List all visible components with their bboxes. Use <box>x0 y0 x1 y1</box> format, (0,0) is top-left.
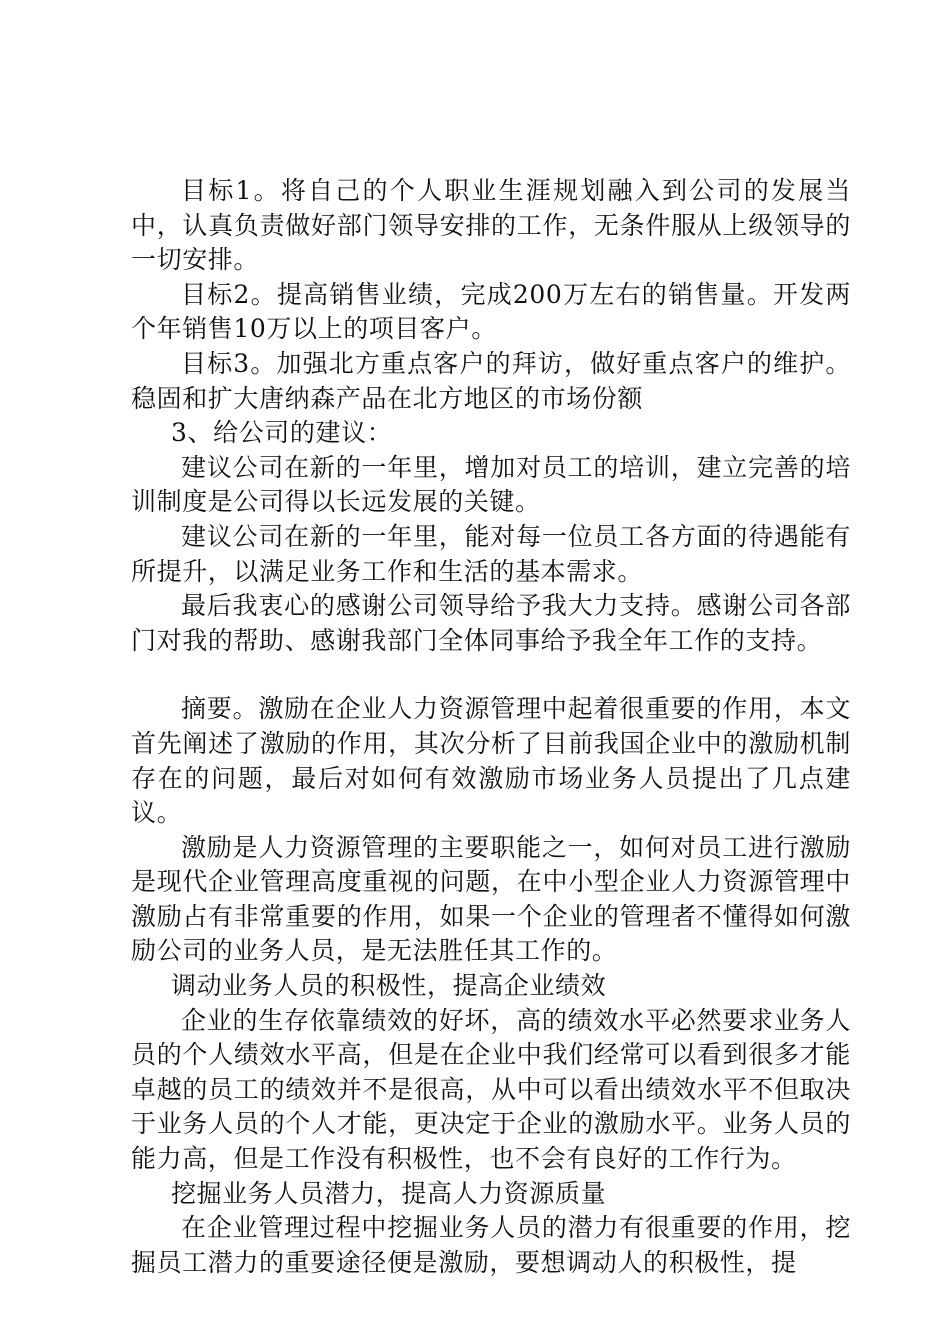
performance-paragraph: 企业的生存依靠绩效的好坏，高的绩效水平必然要求业务人员的个人绩效水平高，但是在企业中我们经常可以看到很多才能卓越的员工的绩效并不是很高，从中可以看出绩效水平不但取决于业务人员的个人才能，更决定于企业的激励水平。业务人员的能力高，但是工作没有积极性，也不会有良好的工作行为。 <box>131 1005 851 1174</box>
subheading-enthusiasm: 调动业务人员的积极性，提高企业绩效 <box>171 971 607 1001</box>
abstract-paragraph: 摘要。激励在企业人力资源管理中起着很重要的作用，本文首先阐述了激励的作用，其次分析了目前我国企业中的激励机制存在的问题，最后对如何有效激励市场业务人员提出了几点建议。 <box>131 694 851 828</box>
potential-paragraph: 在企业管理过程中挖掘业务人员的潜力有很重要的作用，挖掘员工潜力的重要途径便是激励，要想调动人的积极性，提 <box>131 1213 851 1277</box>
goal-3-paragraph: 目标3。加强北方重点客户的拜访，做好重点客户的维护。稳固和扩大唐纳森产品在北方地区的市场份额 <box>131 348 851 413</box>
goal-2-paragraph: 目标2。提高销售业绩，完成200万左右的销售量。开发两个年销售10万以上的项目客户。 <box>131 279 851 344</box>
suggestion-benefits-paragraph: 建议公司在新的一年里，能对每一位员工各方面的待遇能有所提升，以满足业务工作和生活的基本需求。 <box>131 521 851 586</box>
suggestions-heading: 3、给公司的建议： <box>171 418 393 448</box>
section-gap <box>131 658 851 692</box>
subheading-potential: 挖掘业务人员潜力，提高人力资源质量 <box>171 1178 607 1208</box>
motivation-intro-paragraph: 激励是人力资源管理的主要职能之一，如何对员工进行激励是现代企业管理高度重视的问题，在中小型企业人力资源管理中激励占有非常重要的作用，如果一个企业的管理者不懂得如何激励公司的业务人员，是无法胜任其工作的。 <box>131 832 851 966</box>
goal-1-paragraph: 目标1。将自己的个人职业生涯规划融入到公司的发展当中，认真负责做好部门领导安排的工作，无条件服从上级领导的一切安排。 <box>131 176 851 275</box>
suggestion-training-paragraph: 建议公司在新的一年里，增加对员工的培训，建立完善的培训制度是公司得以长远发展的关键。 <box>131 452 851 517</box>
document-body <box>131 174 851 1280</box>
thanks-paragraph: 最后我衷心的感谢公司领导给予我大力支持。感谢公司各部门对我的帮助、感谢我部门全体同事给予我全年工作的支持。 <box>131 591 851 655</box>
